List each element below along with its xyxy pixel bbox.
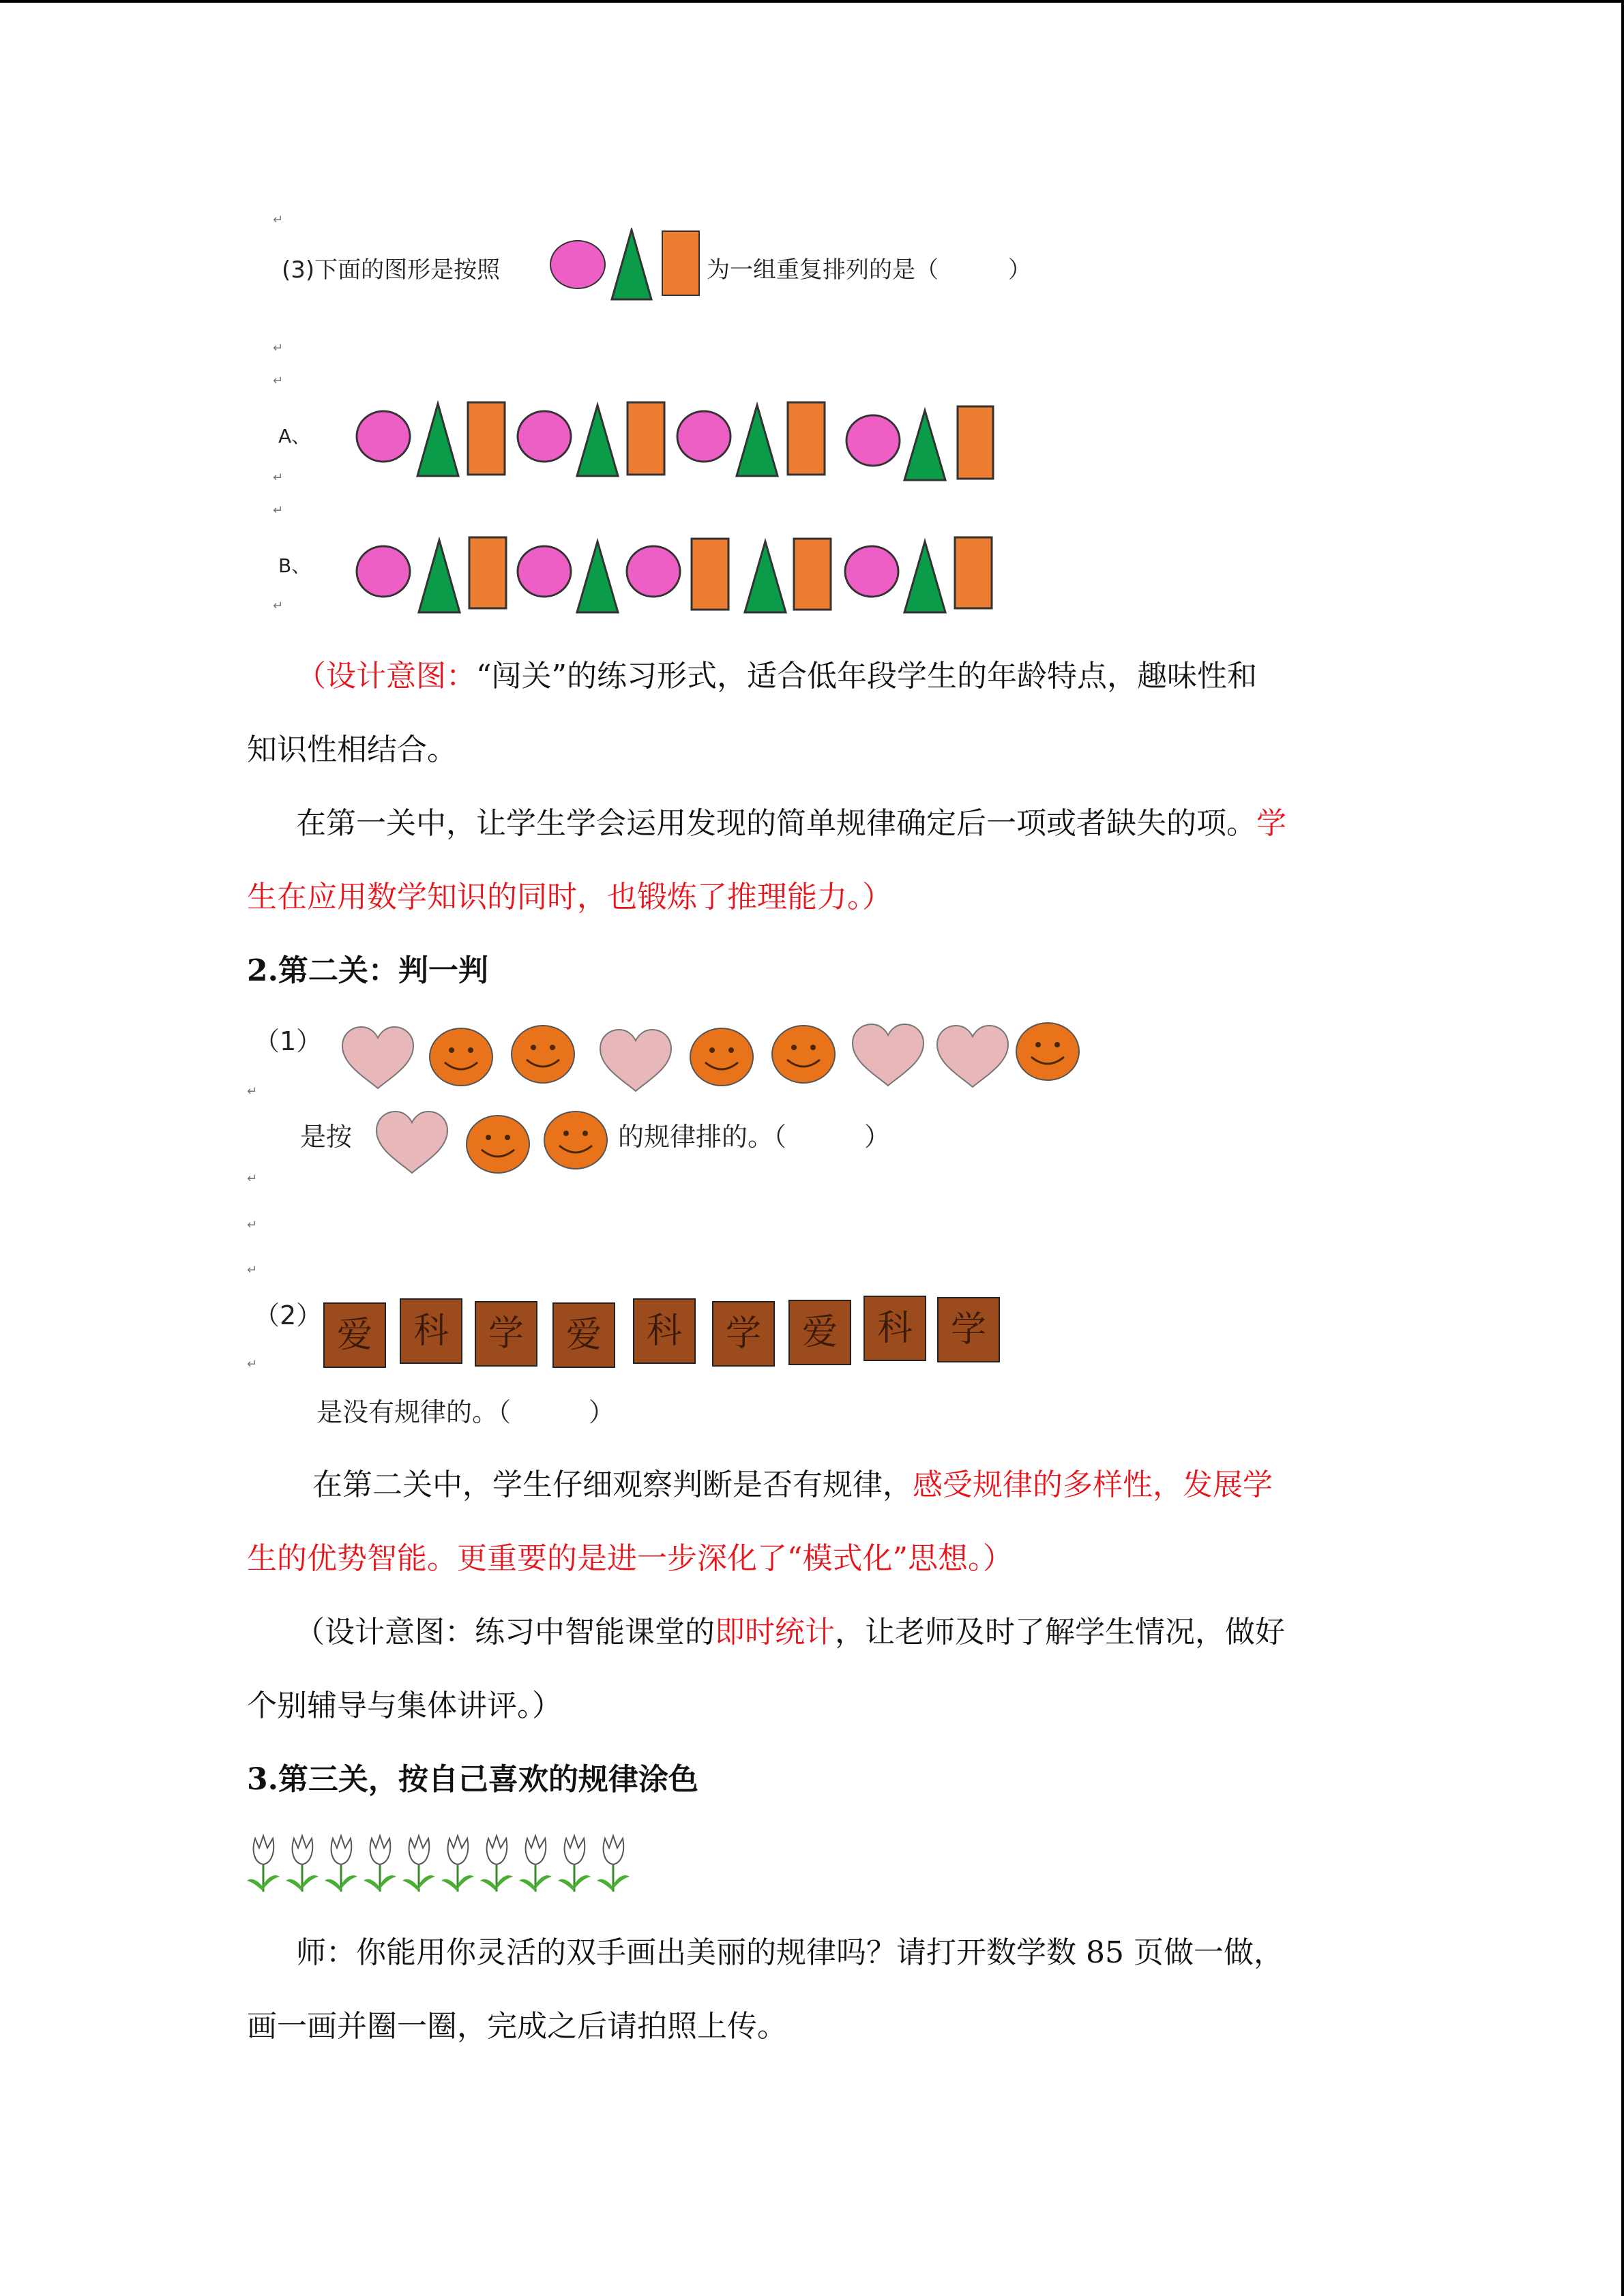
level2-heading: 2.第二关：判一判 bbox=[247, 953, 488, 988]
intent2-line1-red: 感受规律的多样性，发展学 bbox=[913, 1467, 1273, 1502]
page-right-border bbox=[1621, 0, 1624, 2296]
option-a-sequence bbox=[355, 396, 996, 484]
option-a-label: A、 bbox=[278, 425, 311, 447]
tulip-icon bbox=[402, 1836, 435, 1892]
paragraph-mark: ↵ bbox=[247, 1172, 258, 1186]
intent2-line1-text: 在第二关中，学生仔细观察判断是否有规律， bbox=[312, 1467, 913, 1502]
intent1-line1 bbox=[296, 640, 1257, 713]
paragraph-mark: ↵ bbox=[273, 213, 284, 227]
tulip-icon bbox=[480, 1836, 513, 1892]
level3-heading: 3.第三关，按自己喜欢的规律涂色 bbox=[247, 1762, 698, 1797]
intent2-line3 bbox=[295, 1596, 1285, 1669]
q1-label: （1） bbox=[254, 1026, 323, 1056]
intent1-line2: 知识性相结合。 bbox=[247, 732, 457, 767]
intent-label: （设计意图： bbox=[296, 659, 476, 694]
q2-tile: 科 bbox=[633, 1298, 696, 1364]
intent2-line3-red: 即时统计 bbox=[715, 1615, 835, 1650]
q2-tile: 科 bbox=[863, 1296, 926, 1361]
q2-tile: 学 bbox=[937, 1297, 1000, 1362]
paragraph-mark: ↵ bbox=[273, 471, 284, 485]
q2-tile: 爱 bbox=[323, 1302, 386, 1368]
paragraph-mark: ↵ bbox=[247, 1357, 258, 1371]
intent2-line2: 生的优势智能。更重要的是进一步深化了“模式化”思想。） bbox=[247, 1541, 1013, 1576]
tulip-icon bbox=[519, 1836, 552, 1892]
teacher-line1: 师：你能用你灵活的双手画出美丽的规律吗？请打开数学数 85 页做一做， bbox=[296, 1935, 1284, 1970]
intent2-line4: 个别辅导与集体讲评。） bbox=[247, 1688, 562, 1723]
q2-text: 是没有规律的。（ ） bbox=[316, 1397, 615, 1427]
paragraph-mark: ↵ bbox=[247, 1218, 258, 1232]
paragraph-mark: ↵ bbox=[247, 1084, 258, 1099]
q2-tile: 学 bbox=[712, 1301, 775, 1367]
pattern-circle bbox=[550, 240, 606, 289]
teacher-line2: 画一画并圈一圈，完成之后请拍照上传。 bbox=[247, 2009, 787, 2044]
q1-text-after: 的规律排的。（ ） bbox=[618, 1122, 891, 1152]
q1-sequence bbox=[340, 1017, 1090, 1092]
paragraph-mark: ↵ bbox=[273, 599, 284, 613]
intent1-line4: 生在应用数学知识的同时，也锻炼了推理能力。） bbox=[247, 880, 892, 914]
tulip-icon bbox=[441, 1836, 474, 1892]
intent1-line3-red: 学 bbox=[1256, 806, 1286, 841]
paragraph-mark: ↵ bbox=[273, 341, 284, 355]
intent2-line3-text-a: （设计意图：练习中智能课堂的 bbox=[295, 1615, 715, 1650]
tulip-row bbox=[246, 1830, 641, 1898]
q3-prompt-after: 为一组重复排列的是（ ） bbox=[707, 256, 1031, 284]
pattern-triangle bbox=[610, 228, 653, 301]
q2-tile: 爱 bbox=[552, 1302, 615, 1368]
q2-tile: 爱 bbox=[788, 1300, 851, 1365]
pattern-rectangle bbox=[662, 230, 700, 296]
option-b-sequence bbox=[355, 529, 996, 618]
intent2-line3-text-b: ，让老师及时了解学生情况，做好 bbox=[835, 1615, 1285, 1650]
page-top-border bbox=[0, 0, 1624, 3]
q3-prompt-before: (3)下面的图形是按照 bbox=[282, 256, 501, 284]
intent1-line3-text: 在第一关中，让学生学会运用发现的简单规律确定后一项或者缺失的项。 bbox=[296, 806, 1256, 841]
tulip-icon bbox=[597, 1836, 630, 1892]
tulip-icon bbox=[247, 1836, 280, 1892]
q2-tile: 科 bbox=[400, 1298, 462, 1364]
option-b-label: B、 bbox=[278, 554, 311, 577]
paragraph-mark: ↵ bbox=[273, 503, 284, 518]
q2-tile: 学 bbox=[475, 1301, 537, 1367]
paragraph-mark: ↵ bbox=[273, 374, 284, 388]
intent2-line1 bbox=[312, 1448, 1273, 1522]
intent1-text: “闯关”的练习形式，适合低年段学生的年龄特点，趣味性和 bbox=[476, 659, 1257, 694]
tulip-icon bbox=[325, 1836, 357, 1892]
paragraph-mark: ↵ bbox=[247, 1263, 258, 1277]
q1-rule-group bbox=[374, 1103, 619, 1178]
q1-text-before: 是按 bbox=[300, 1122, 353, 1152]
tulip-icon bbox=[558, 1836, 591, 1892]
tulip-icon bbox=[286, 1836, 319, 1892]
q2-label: （2） bbox=[254, 1300, 323, 1330]
intent1-line3 bbox=[296, 787, 1286, 861]
tulip-icon bbox=[364, 1836, 396, 1892]
